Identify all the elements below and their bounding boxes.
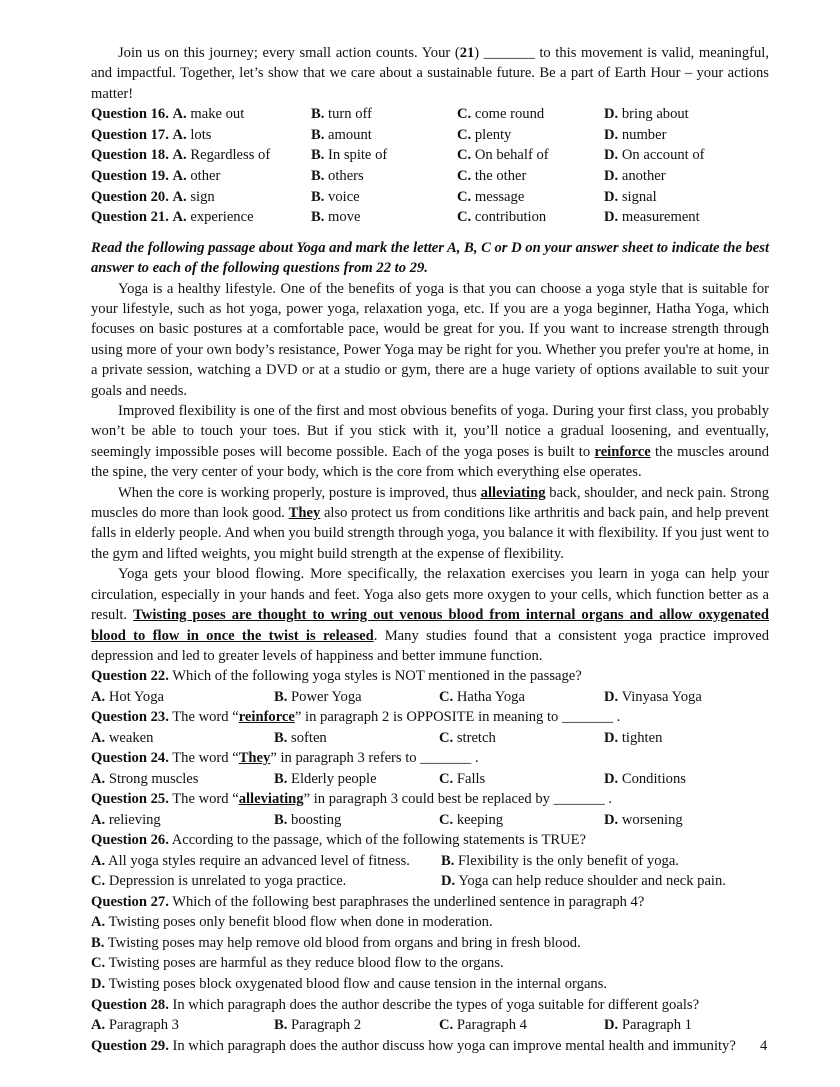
exam-page — [91, 43, 769, 1056]
option-letter: A. — [91, 729, 106, 746]
question-label: Question 17. — [91, 126, 169, 143]
question-25-options — [91, 810, 769, 831]
option-letter: D. — [604, 126, 619, 143]
option-b: amount — [328, 126, 372, 143]
option-c: the other — [474, 168, 527, 184]
option-letter: C. — [457, 126, 472, 143]
passage-paragraph-3 — [91, 483, 769, 565]
question-text: ” in paragraph 3 could best be replaced by _______ . — [303, 791, 612, 808]
option-letter: A. — [91, 688, 106, 705]
question-28-options — [91, 1015, 769, 1036]
question-label: Question 22. — [91, 668, 169, 685]
option-b: soften — [291, 729, 327, 746]
option-letter: D. — [604, 1016, 619, 1033]
option-letter: B. — [311, 106, 325, 123]
underlined-word-reinforce: reinforce — [594, 443, 651, 460]
option-c: plenty — [474, 126, 512, 143]
option-d: Yoga can help reduce shoulder and neck pain. — [458, 873, 726, 890]
option-letter: B. — [441, 852, 455, 869]
intro-paragraph — [91, 43, 769, 104]
option-letter: A. — [91, 811, 106, 828]
option-b: move — [328, 209, 361, 226]
option-d: worsening — [621, 811, 683, 828]
question-27-option-a — [91, 912, 769, 933]
question-text: Which of the following best paraphrases the underlined sentence in paragraph 4? — [172, 893, 645, 910]
question-text: In which paragraph does the author describe the types of yoga suitable for different goals? — [172, 996, 700, 1013]
option-letter: B. — [274, 688, 288, 705]
option-a: lots — [190, 126, 212, 143]
option-letter: C. — [457, 168, 472, 184]
option-b: Paragraph 2 — [291, 1016, 362, 1033]
option-letter: B. — [274, 1016, 288, 1033]
option-d: number — [621, 126, 667, 143]
question-text: According to the passage, which of the following statements is TRUE? — [171, 832, 587, 849]
option-letter: D. — [604, 811, 619, 828]
option-d: On account of — [621, 147, 705, 164]
option-letter: A. — [91, 852, 106, 869]
option-a: make out — [190, 106, 245, 123]
option-letter: C. — [91, 873, 106, 890]
option-letter: D. — [604, 147, 619, 164]
option-letter: D. — [604, 106, 619, 123]
option-a: Paragraph 3 — [108, 1016, 179, 1033]
question-row-18 — [91, 145, 769, 166]
option-letter: B. — [311, 209, 325, 226]
underlined-word-alleviating: alleviating — [480, 484, 546, 501]
question-24-options — [91, 769, 769, 790]
option-c: Depression is unrelated to yoga practice. — [108, 873, 347, 890]
intro-text-after: ) _______ to this movement is valid, meaningful, and impactful. Together, let’s show that we care about a sustainable future. Be a part of Earth Hour – your actions matter! — [91, 45, 769, 102]
option-a: relieving — [108, 811, 161, 828]
option-letter: B. — [274, 811, 288, 828]
option-d: tighten — [621, 729, 663, 746]
option-letter: C. — [457, 147, 472, 164]
intro-text: Join us on this journey; every small action counts. Your ( — [118, 45, 460, 61]
option-c: stretch — [456, 729, 496, 746]
passage-text: the muscles around the spine, the very center of your body, which is the core from which everything else operates. — [91, 443, 770, 481]
question-24 — [91, 748, 769, 768]
question-25 — [91, 789, 769, 809]
option-letter: C. — [439, 1016, 454, 1033]
question-26-options-cd — [91, 871, 769, 892]
option-letter: D. — [604, 168, 619, 184]
option-b: Flexibility is the only benefit of yoga. — [458, 852, 679, 869]
passage-paragraph-1: Yoga is a healthy lifestyle. One of the benefits of yoga is that you can choose a yoga style that is suitable for your lifestyle, such as hot yoga, power yoga, relaxation yoga, etc. If you are a yoga beginner, Hatha Yoga, which focuses on basic postures at a comfortable pace, would be great for you. If you want to increase strength through using more of your own body’s resistance, Power Yoga may be right for you. Whether you prefer you're at home, in a private session, watching a DVD or at a studio or gym, there are a huge variety of options available to suit your goals and needs. — [91, 280, 769, 399]
option-letter: A. — [91, 914, 106, 931]
underlined-word-they: They — [288, 505, 321, 522]
intro-number: 21 — [459, 45, 475, 61]
option-a: other — [190, 168, 221, 184]
passage-text: back, shoulder, and neck pain. Strong muscles do more than look good. — [91, 484, 769, 522]
question-label: Question 18. — [91, 147, 169, 164]
option-letter: A. — [172, 188, 187, 205]
question-label: Question 23. — [91, 709, 169, 726]
question-29 — [91, 1036, 769, 1056]
option-text: Twisting poses block oxygenated blood flow and cause tension in the internal organs. — [108, 976, 608, 992]
option-letter: C. — [457, 188, 472, 205]
option-letter: B. — [311, 168, 325, 184]
option-c: keeping — [456, 811, 504, 828]
option-b: boosting — [291, 811, 342, 828]
option-letter: A. — [91, 770, 106, 787]
option-letter: A. — [172, 106, 187, 123]
question-label: Question 26. — [91, 832, 169, 849]
option-c: message — [474, 188, 525, 205]
option-letter: C. — [439, 770, 454, 787]
question-text: The word “ — [172, 791, 239, 808]
option-a: experience — [190, 209, 254, 226]
question-label: Question 29. — [91, 1037, 169, 1054]
option-letter: C. — [457, 209, 472, 226]
option-letter: D. — [604, 729, 619, 746]
option-d: measurement — [621, 209, 700, 226]
question-27-option-b — [91, 933, 769, 954]
option-text: Twisting poses are harmful as they reduce blood flow to the organs. — [108, 955, 504, 972]
question-text: In which paragraph does the author discuss how yoga can improve mental health and immunity? — [172, 1037, 736, 1054]
question-word: They — [238, 750, 271, 767]
question-27-option-d — [91, 974, 769, 995]
option-letter: B. — [91, 934, 105, 951]
option-c: come round — [474, 106, 545, 123]
question-text: ” in paragraph 2 is OPPOSITE in meaning to _______ . — [294, 709, 621, 726]
passage-text: Yoga gets your blood flowing. More specifically, the relaxation exercises you learn in yoga can help your circulation, especially in your hands and feet. Yoga also gets more oxygen to your cells, which function better as a result. — [91, 566, 769, 624]
option-letter: A. — [172, 147, 187, 164]
option-a: All yoga styles require an advanced level of fitness. — [108, 852, 410, 869]
question-label: Question 20. — [91, 188, 169, 205]
question-label: Question 27. — [91, 893, 169, 910]
option-letter: B. — [311, 188, 325, 205]
option-letter: C. — [439, 729, 454, 746]
option-letter: A. — [172, 168, 187, 184]
option-a: sign — [190, 188, 215, 205]
question-26-options-ab — [91, 851, 769, 872]
question-row-19 — [91, 166, 769, 187]
question-word: reinforce — [238, 709, 295, 726]
option-letter: C. — [457, 106, 472, 123]
option-letter: D. — [441, 873, 456, 890]
passage-paragraph-4 — [91, 564, 769, 666]
passage-text: also protect us from conditions like arthritis and back pain, and help prevent falls in elderly people. And when you build strength through yoga, you balance it with flexibility. If you just went to the gym and lifted weights, you might build strength at the expense of flexibility. — [91, 505, 769, 562]
question-label: Question 25. — [91, 791, 169, 808]
mc-table — [91, 104, 769, 228]
question-22 — [91, 666, 769, 686]
question-27 — [91, 892, 769, 912]
option-b: others — [328, 168, 364, 184]
question-text: ” in paragraph 3 refers to _______ . — [270, 750, 479, 767]
question-label: Question 28. — [91, 996, 169, 1013]
question-23 — [91, 707, 769, 727]
option-d: Conditions — [621, 770, 686, 787]
option-letter: D. — [604, 209, 619, 226]
option-letter: C. — [439, 811, 454, 828]
option-text: Twisting poses may help remove old blood from organs and bring in fresh blood. — [107, 934, 581, 951]
question-row-16 — [91, 104, 769, 125]
option-d: Paragraph 1 — [621, 1016, 692, 1033]
option-b: voice — [328, 188, 360, 205]
underlined-sentence: Twisting poses are thought to wring out venous blood from internal organs and allow oxygenated blood to flow in once the twist is released — [91, 607, 769, 644]
passage-text: Improved flexibility is one of the first and most obvious benefits of yoga. During your first class, you probably won’t be able to touch your toes. But if you stick with it, you’ll notice a gradual loosening, and eventually, seemingly impossible poses will become possible. Each of the yoga poses is built to — [91, 403, 769, 460]
question-label: Question 24. — [91, 750, 169, 767]
option-b: In spite of — [328, 147, 388, 164]
option-a: Hot Yoga — [108, 688, 165, 705]
option-c: On behalf of — [474, 147, 549, 164]
option-letter: B. — [274, 729, 288, 746]
option-c: contribution — [474, 209, 547, 226]
passage-paragraph-2 — [91, 401, 769, 483]
question-text: The word “ — [172, 750, 239, 767]
option-text: Twisting poses only benefit blood flow when done in moderation. — [108, 914, 493, 931]
question-text: The word “ — [172, 709, 239, 726]
question-row-21 — [91, 207, 769, 228]
page-number: 4 — [760, 1038, 768, 1054]
option-b: turn off — [328, 106, 372, 123]
option-letter: A. — [172, 126, 187, 143]
option-letter: A. — [172, 209, 187, 226]
yoga-passage — [91, 279, 769, 667]
option-a: weaken — [108, 729, 154, 746]
question-22-options — [91, 687, 769, 708]
option-c: Hatha Yoga — [456, 688, 525, 705]
option-letter: D. — [604, 188, 619, 205]
option-c: Falls — [456, 770, 486, 787]
question-28 — [91, 995, 769, 1015]
question-label: Question 16. — [91, 106, 169, 123]
option-d: Vinyasa Yoga — [621, 688, 702, 705]
option-d: another — [621, 168, 666, 184]
question-label: Question 19. — [91, 168, 169, 184]
option-letter: B. — [274, 770, 288, 787]
question-word: alleviating — [238, 791, 304, 808]
question-26 — [91, 830, 769, 850]
option-letter: B. — [311, 147, 325, 164]
option-letter: C. — [91, 955, 106, 972]
option-d: signal — [621, 188, 657, 205]
question-23-options — [91, 728, 769, 749]
option-b: Elderly people — [291, 770, 377, 787]
option-letter: D. — [91, 976, 106, 992]
option-b: Power Yoga — [291, 688, 362, 705]
question-label: Question 21. — [91, 209, 169, 226]
option-d: bring about — [621, 106, 689, 123]
option-letter: D. — [604, 688, 619, 705]
passage-text: . Many studies found that a consistent yoga practice improved depression and led to greater levels of happiness and better immune function. — [91, 627, 769, 664]
option-letter: A. — [91, 1016, 106, 1033]
option-letter: C. — [439, 688, 454, 705]
option-c: Paragraph 4 — [456, 1016, 527, 1033]
question-text: Which of the following yoga styles is NOT mentioned in the passage? — [172, 668, 582, 685]
question-row-20 — [91, 187, 769, 208]
passage-text: When the core is working properly, posture is improved, thus — [118, 484, 477, 501]
question-row-17 — [91, 125, 769, 146]
option-a: Regardless of — [190, 147, 271, 164]
option-a: Strong muscles — [108, 770, 199, 787]
question-27-option-c — [91, 953, 769, 974]
option-letter: B. — [311, 126, 325, 143]
reading-instruction: Read the following passage about Yoga and mark the letter A, B, C or D on your answer sheet to indicate the best answer to each of the following questions from 22 to 29. — [91, 239, 769, 277]
option-letter: D. — [604, 770, 619, 787]
